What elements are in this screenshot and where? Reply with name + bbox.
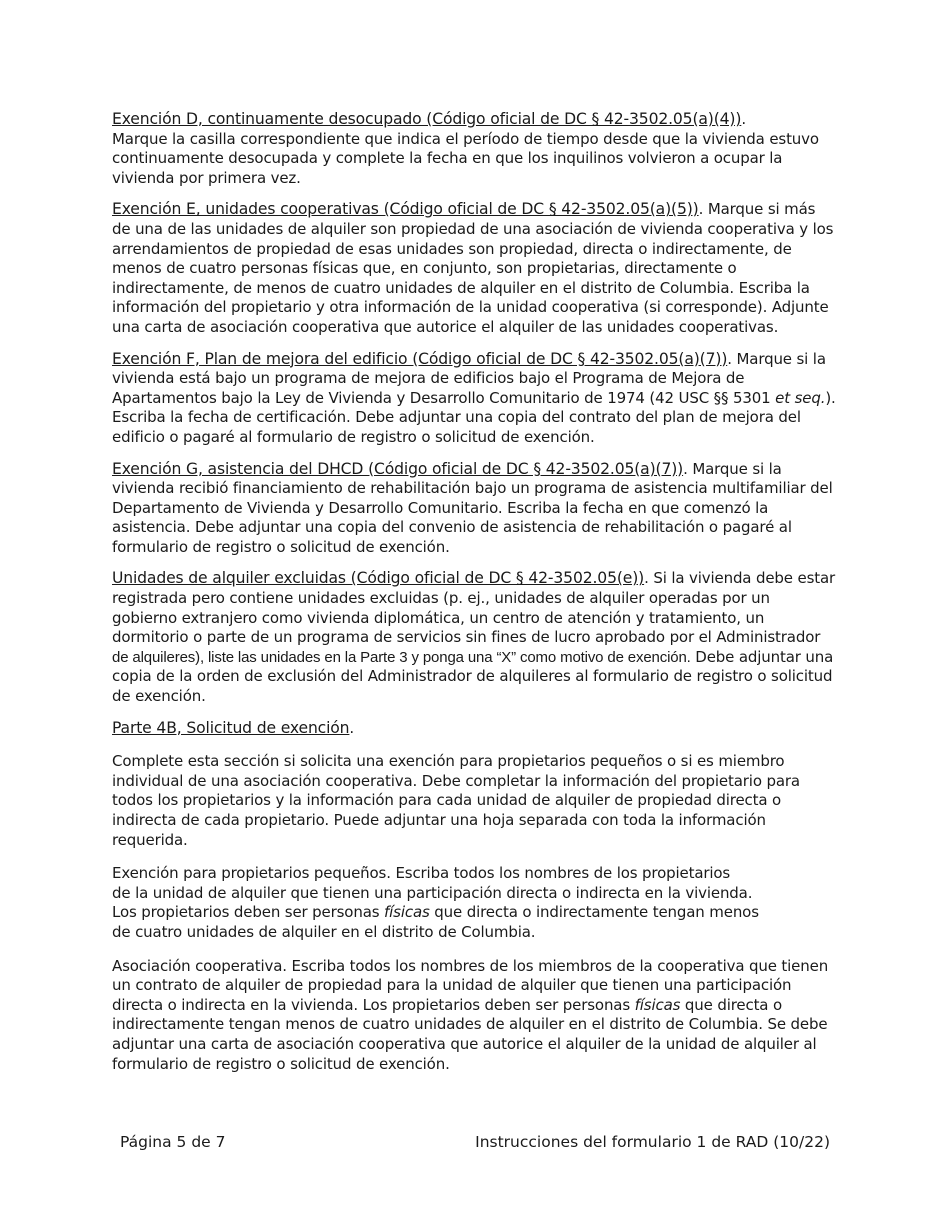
exemption-g-heading: Exención G, asistencia del DHCD (Código oficial de DC § 42-3502.05(a)(7)) xyxy=(112,459,684,478)
document-page xyxy=(112,110,838,1086)
exemption-e-paragraph xyxy=(112,200,838,337)
page-number: Página 5 de 7 xyxy=(120,1133,226,1151)
exemption-d-heading: Exención D, continuamente desocupado (Código oficial de DC § 42-3502.05(a)(4)) xyxy=(112,110,742,128)
exemption-d-heading-end: . xyxy=(741,110,746,128)
exemption-e-heading: Exención E, unidades cooperativas (Código oficial de DC § 42-3502.05(a)(5)) xyxy=(112,200,699,219)
part-4b-heading-end: . xyxy=(349,718,355,737)
small-owner-line-3-italic: físicas xyxy=(384,903,430,922)
excluded-units-body-alt: de alquileres), liste las unidades en la Parte 3 y ponga una “X” como motivo de exención. xyxy=(112,648,691,666)
part-4b-paragraph xyxy=(112,719,838,739)
exemption-e-body: . Marque si más de una de las unidades de alquiler son propiedad de una asociación de vivienda cooperativa y los arrendamientos de propiedad de esas unidades son propiedad, directa o indirectamente, de menos de cuatro personas físicas que, en conjunto, son propietarias, directamente o indirectamente, de menos de cuatro unidades de alquiler en el distrito de Columbia. Escriba la información del propietario y otra información de la unidad cooperativa (si corresponde). Adjunte una carta de asociación cooperativa que autorice el alquiler de las unidades cooperativas. xyxy=(112,200,834,336)
exemption-f-body-1: . Marque si la vivienda está bajo un programa de mejora de edificios bajo el Programa de Mejora de Apartamentos bajo la Ley de Vivienda y Desarrollo Comunitario de 1974 (42 USC §§ 5301 xyxy=(112,349,826,407)
complete-section-body: Complete esta sección si solicita una exención para propietarios pequeños o si es miembro individual de una asociación cooperativa. Debe completar la información del propietario para todos los propietarios y la información para cada unidad de alquiler de propiedad directa o indirecta de cada propietario. Puede adjuntar una hoja separada con toda la información requerida. xyxy=(112,752,800,849)
exemption-f-paragraph xyxy=(112,350,838,448)
exemption-f-body-2: ). Escriba la fecha de certificación. Debe adjuntar una copia del contrato del plan de mejora del edificio o pagaré al formulario de registro o solicitud de exención. xyxy=(112,388,836,446)
small-owner-line-3a: Los propietarios deben ser personas xyxy=(112,903,385,922)
small-owner-line-4: de cuatro unidades de alquiler en el distrito de Columbia. xyxy=(112,922,536,941)
exemption-g-body: . Marque si la vivienda recibió financiamiento de rehabilitación bajo un programa de asistencia multifamiliar del Departamento de Vivienda y Desarrollo Comunitario. Escriba la fecha en que comenzó la asistencia. Debe adjuntar una copia del convenio de asistencia de rehabilitación o pagaré al formulario de registro o solicitud de exención. xyxy=(112,459,833,556)
complete-section-paragraph xyxy=(112,752,838,850)
exemption-d-paragraph xyxy=(112,110,838,188)
excluded-units-body-1: . Si la vivienda debe estar registrada pero contiene unidades excluidas (p. ej., unidades de alquiler operadas por un gobierno extranjero como vivienda diplomática, un centro de atención y tratamiento, un dormitorio o parte de un programa de servicios sin fines de lucro aprobado por el Administrador xyxy=(112,569,836,647)
form-identifier: Instrucciones del formulario 1 de RAD (10/22) xyxy=(475,1133,830,1151)
excluded-units-paragraph xyxy=(112,569,838,706)
exemption-f-heading: Exención F, Plan de mejora del edificio (Código oficial de DC § 42-3502.05(a)(7)) xyxy=(112,349,728,368)
coop-association-body-italic: físicas xyxy=(634,995,681,1014)
small-owner-line-2: de la unidad de alquiler que tienen una participación directa o indirecta en la vivienda. xyxy=(112,883,753,902)
small-owner-line-1: Exención para propietarios pequeños. Escriba todos los nombres de los propietarios xyxy=(112,864,731,883)
exemption-f-body-italic: et seq. xyxy=(775,388,826,407)
coop-association-body-1: Asociación cooperativa. Escriba todos los nombres de los miembros de la cooperativa que tienen un contrato de alquiler de propiedad para la unidad de alquiler que tienen una participación directa o indirecta en la vivienda. Los propietarios deben ser personas xyxy=(112,956,829,1014)
small-owner-paragraph xyxy=(112,864,838,942)
excluded-units-body-2: Debe adjuntar una copia de la orden de exclusión del Administrador de alquileres al formulario de registro o solicitud de exención. xyxy=(112,647,834,706)
part-4b-heading: Parte 4B, Solicitud de exención xyxy=(112,718,350,737)
coop-association-body-2: que directa o indirectamente tengan menos de cuatro unidades de alquiler en el distrito de Columbia. Se debe adjuntar una carta de asociación cooperativa que autorice el alquiler de la unidad de alquiler al formulario de registro o solicitud de exención. xyxy=(112,995,828,1073)
exemption-d-body: Marque la casilla correspondiente que indica el período de tiempo desde que la vivienda estuvo continuamente desocupada y complete la fecha en que los inquilinos volvieron a ocupar la vivienda por primera vez. xyxy=(112,129,819,187)
coop-association-paragraph xyxy=(112,957,838,1075)
excluded-units-heading: Unidades de alquiler excluidas (Código oficial de DC § 42-3502.05(e)) xyxy=(112,569,645,588)
exemption-g-paragraph xyxy=(112,460,838,558)
page-footer xyxy=(120,1132,830,1152)
small-owner-line-3b: que directa o indirectamente tengan menos xyxy=(429,903,759,922)
